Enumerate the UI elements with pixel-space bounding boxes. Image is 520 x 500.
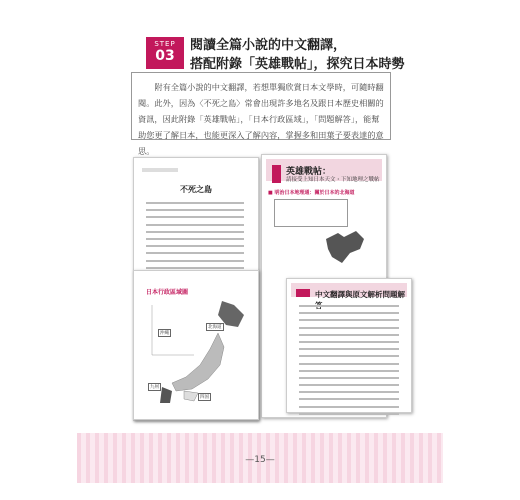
page-header-bar (142, 168, 178, 172)
section-heading (190, 36, 405, 74)
appendix-subtitle: 請接受上知日本天文・下知地理之戰帖 (286, 177, 380, 183)
heading-line-1: 閱讀全篇小說的中文翻譯， (190, 38, 347, 53)
answer-header (291, 283, 407, 297)
appendix-header (266, 159, 382, 181)
appendix-question-box (274, 199, 348, 227)
hokkaido-map (298, 227, 378, 277)
answer-tag (296, 289, 310, 297)
appendix-title: 英雄戰帖： (286, 167, 332, 177)
appendix-section-label: ■ 明治日本地理通：關於日本的北海道 (268, 190, 355, 196)
region-label: 九州 (150, 385, 159, 390)
heading-line-2: 搭配附錄「英雄戰帖」，探究日本時勢 (190, 57, 405, 72)
region-label: 四国 (200, 395, 209, 400)
answer-page (286, 278, 412, 413)
answer-title: 中文翻譯與原文解析問題解 (315, 290, 405, 299)
page-number: —15— (245, 455, 275, 465)
region-label: 北海道 (208, 325, 222, 330)
intro-box (131, 72, 391, 156)
map-page (133, 270, 259, 420)
step-badge (146, 37, 184, 69)
step-number: 03 (155, 48, 175, 64)
intro-text: 附有全篇小說的中文翻譯，若想單獨欣賞日本文學時，可隨時翻閱。此外，因為〈不死之島〉常會出現許多地名及跟日本歷史相關的資訊，因此附錄「英雄戰帖」，「日本行政區域」，「問題解答」，能幫助您更了解日本，也能更深入了解內容，掌握多和田葉子要表達的意思。 (138, 82, 384, 156)
step-label: STEP (154, 40, 176, 48)
region-label: 沖縄 (160, 331, 169, 336)
story-title: 不死之島 (180, 184, 212, 194)
appendix-tag (272, 165, 281, 183)
map-title: 日本行政區域圖 (146, 289, 189, 296)
answer-text-lines (299, 305, 399, 420)
